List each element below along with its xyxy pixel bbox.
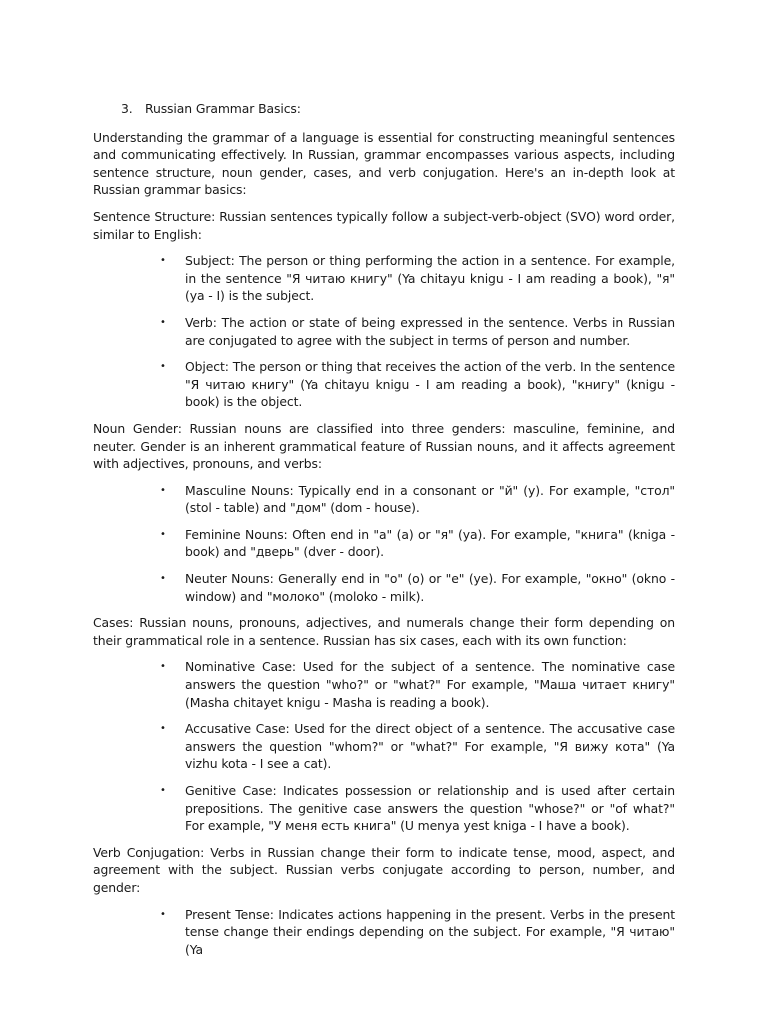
list-item [93, 252, 675, 305]
bullet-icon: • [160, 255, 166, 267]
list-item-text: Masculine Nouns: Typically end in a consonant or "й" (y). For example, "стол" (stol - table) and "дом" (dom - house). [185, 482, 675, 516]
bullet-icon: • [160, 361, 166, 373]
noun-gender-list [93, 482, 675, 606]
list-item-text: Feminine Nouns: Often end in "а" (a) or "я" (ya). For example, "книга" (kniga - book) and "дверь" (dver - door). [185, 526, 675, 560]
list-item-text: Present Tense: Indicates actions happening in the present. Verbs in the present tense change their endings depending on the subject. For example, "Я читаю" (Ya [185, 906, 675, 957]
list-item-text: Object: The person or thing that receives the action of the verb. In the sentence "Я читаю книгу" (Ya chitayu knigu - I am reading a book), "книгу" (knigu - book) is the object. [185, 359, 675, 410]
sentence-structure-paragraph: Sentence Structure: Russian sentences typically follow a subject-verb-object (SVO) word order, similar to English: [93, 208, 675, 242]
list-item [93, 314, 675, 349]
list-item [93, 658, 675, 711]
list-item [93, 720, 675, 773]
list-item-text: Genitive Case: Indicates possession or relationship and is used after certain prepositions. The genitive case answers the question "whose?" or "of what?" For example, "У меня есть книга" (U menya yest kniga - I have a book). [185, 783, 675, 834]
cases-list [93, 658, 675, 834]
bullet-icon: • [160, 723, 166, 735]
list-item [93, 358, 675, 411]
heading-number: 3. [121, 101, 133, 116]
bullet-icon: • [160, 908, 166, 920]
bullet-icon: • [160, 785, 166, 796]
bullet-icon: • [160, 484, 166, 496]
verb-conjugation-paragraph: Verb Conjugation: Verbs in Russian change their form to indicate tense, mood, aspect, and agreement with the subject. Russian verbs conjugate according to person, number, and gender: [93, 844, 675, 895]
bullet-icon: • [160, 661, 166, 673]
list-item [93, 570, 675, 605]
heading-title: Russian Grammar Basics: [145, 101, 301, 116]
noun-gender-paragraph: Noun Gender: Russian nouns are classified into three genders: masculine, feminine, and neuter. Gender is an inherent grammatical feature of Russian nouns, and it affects agreement with adjectives, pronouns, and verbs: [93, 420, 675, 472]
sentence-structure-list [93, 252, 675, 411]
verb-conjugation-list [93, 906, 675, 959]
list-item [93, 906, 675, 959]
list-item-text: Neuter Nouns: Generally end in "о" (o) or "е" (ye). For example, "окно" (okno - window) and "молоко" (moloko - milk). [185, 571, 675, 604]
list-item [93, 526, 675, 561]
list-item [93, 482, 675, 517]
cases-paragraph: Cases: Russian nouns, pronouns, adjectives, and numerals change their form depending on their grammatical role in a sentence. Russian has six cases, each with its own function: [93, 615, 675, 648]
bullet-icon: • [160, 528, 166, 540]
list-item [93, 782, 675, 835]
list-item-text: Nominative Case: Used for the subject of a sentence. The nominative case answers the question "who?" or "what?" For example, "Маша читает книгу" (Masha chitayet knigu - Masha is reading a book). [185, 659, 675, 710]
list-item-text: Subject: The person or thing performing the action in a sentence. For example, in the sentence "Я читаю книгу" (Ya chitayu knigu - I am reading a book), "я" (ya - I) is the subject. [185, 253, 675, 304]
bullet-icon: • [160, 573, 166, 585]
bullet-icon: • [160, 316, 166, 328]
list-item-text: Verb: The action or state of being expressed in the sentence. Verbs in Russian are conjugated to agree with the subject in terms of person and number. [185, 314, 675, 348]
section-heading [93, 100, 675, 118]
document-page [93, 100, 675, 967]
intro-paragraph: Understanding the grammar of a language is essential for constructing meaningful sentences and communicating effectively. In Russian, grammar encompasses various aspects, including sentence structure, noun gender, cases, and verb conjugation. Here's an in-depth look at Russian grammar basics: [93, 129, 675, 198]
list-item-text: Accusative Case: Used for the direct object of a sentence. The accusative case answers the question "whom?" or "what?" For example, "Я вижу кота" (Ya vizhu kota - I see a cat). [185, 721, 675, 772]
